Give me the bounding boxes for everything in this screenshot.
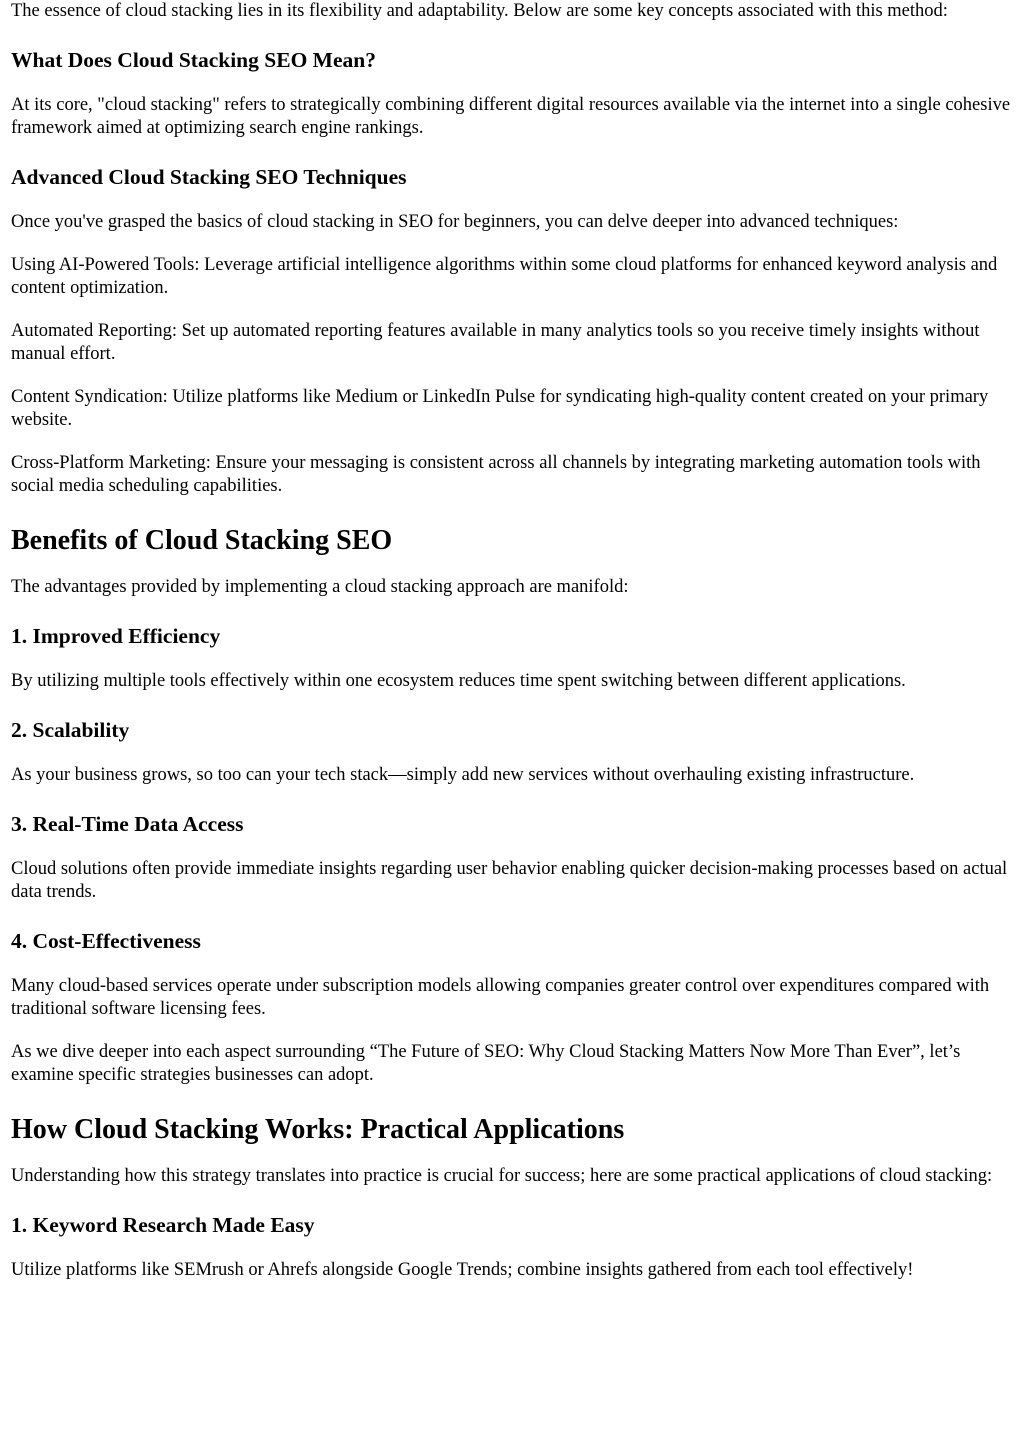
benefit-text-realtime: Cloud solutions often provide immediate insights regarding user behavior enabling quicker decision-making processes based on actual data trends. — [11, 859, 1008, 902]
intro-paragraph: The essence of cloud stacking lies in its flexibility and adaptability. Below are some key concepts associated with this method: — [11, 1, 948, 21]
benefits-heading: Benefits of Cloud Stacking SEO — [11, 525, 393, 556]
benefit-heading-cost: 4. Cost-Effectiveness — [11, 929, 201, 953]
advanced-item-ai-tools: Using AI-Powered Tools: Leverage artificial intelligence algorithms within some cloud platforms for enhanced keyword analysis and content optimization. — [11, 255, 998, 298]
benefit-heading-realtime: 3. Real-Time Data Access — [11, 812, 244, 836]
advanced-heading: Advanced Cloud Stacking SEO Techniques — [11, 165, 407, 189]
benefit-heading-efficiency: 1. Improved Efficiency — [11, 624, 221, 648]
benefits-outro-paragraph: As we dive deeper into each aspect surrounding “The Future of SEO: Why Cloud Stacking Matters Now More Than Ever”, let’s examine specific strategies businesses can adopt. — [11, 1042, 961, 1085]
how-item-text-keyword: Utilize platforms like SEMrush or Ahrefs alongside Google Trends; combine insights gathered from each tool effectively! — [11, 1260, 914, 1280]
benefits-intro-paragraph: The advantages provided by implementing a cloud stacking approach are manifold: — [11, 577, 629, 597]
what-paragraph: At its core, "cloud stacking" refers to strategically combining different digital resources available via the internet into a single cohesive framework aimed at optimizing search engine rankings. — [11, 95, 1011, 138]
benefit-text-cost: Many cloud-based services operate under subscription models allowing companies greater control over expenditures compared with traditional software licensing fees. — [11, 976, 990, 1019]
benefit-text-scalability: As your business grows, so too can your tech stack—simply add new services without overhauling existing infrastructure. — [11, 765, 915, 785]
how-item-heading-keyword: 1. Keyword Research Made Easy — [11, 1213, 315, 1237]
how-intro-paragraph: Understanding how this strategy translates into practice is crucial for success; here are some practical applications of cloud stacking: — [11, 1166, 993, 1186]
advanced-item-automated-reporting: Automated Reporting: Set up automated reporting features available in many analytics tools so you receive timely insights without manual effort. — [11, 321, 980, 364]
how-heading: How Cloud Stacking Works: Practical Applications — [11, 1114, 625, 1145]
advanced-item-cross-platform: Cross-Platform Marketing: Ensure your messaging is consistent across all channels by integrating marketing automation tools with social media scheduling capabilities. — [11, 453, 981, 496]
benefit-heading-scalability: 2. Scalability — [11, 718, 130, 742]
advanced-intro-paragraph: Once you've grasped the basics of cloud stacking in SEO for beginners, you can delve deeper into advanced techniques: — [11, 212, 899, 232]
advanced-item-content-syndication: Content Syndication: Utilize platforms like Medium or LinkedIn Pulse for syndicating high-quality content created on your primary website. — [11, 387, 989, 430]
benefit-text-efficiency: By utilizing multiple tools effectively within one ecosystem reduces time spent switching between different applications. — [11, 671, 906, 691]
what-heading: What Does Cloud Stacking SEO Mean? — [11, 48, 376, 72]
